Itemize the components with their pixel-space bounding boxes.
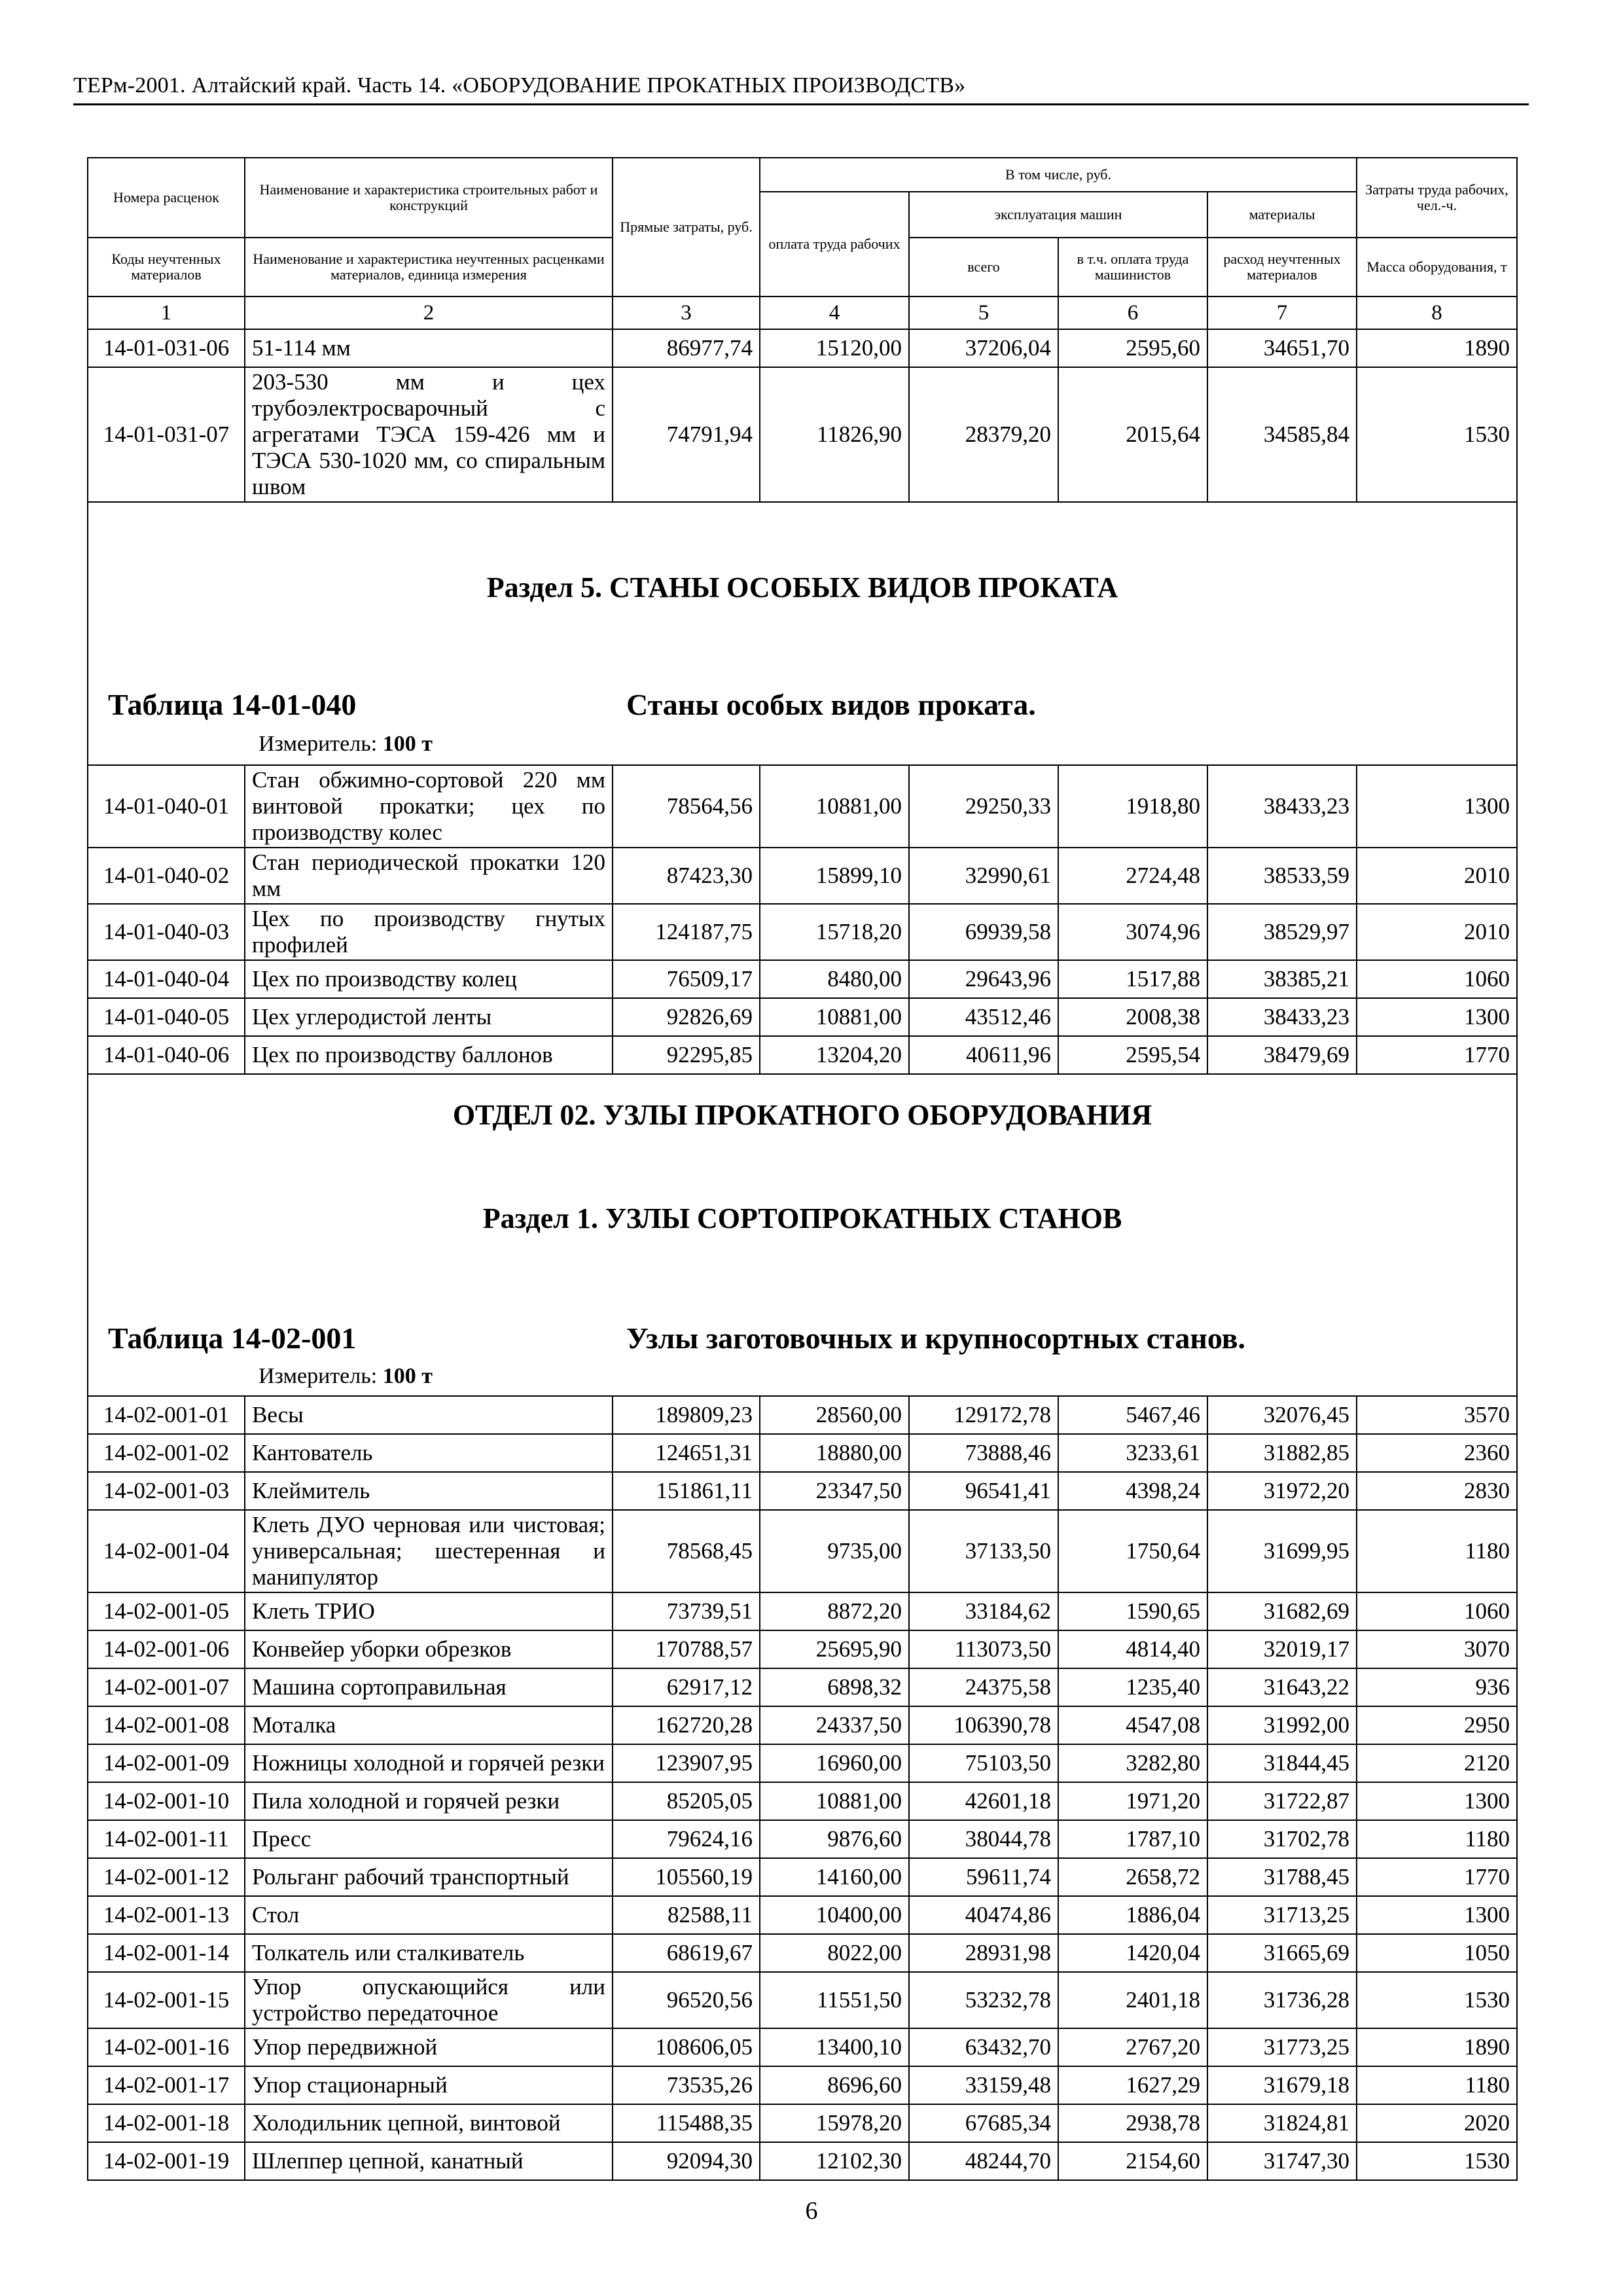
materials-cell: 31665,69 (1207, 1934, 1357, 1972)
machines-total-cell: 28379,20 (909, 367, 1058, 502)
column-numbers-row (88, 296, 1517, 329)
machines-total-cell: 28931,98 (909, 1934, 1058, 1972)
materials-cell: 31643,22 (1207, 1668, 1357, 1706)
col-number: 2 (245, 296, 613, 329)
machinists-pay-cell: 1918,80 (1058, 765, 1207, 848)
machinists-pay-cell: 2767,20 (1058, 2028, 1207, 2066)
labor-pay-cell: 24337,50 (760, 1706, 909, 1744)
rate-name: 51-114 мм (245, 329, 613, 367)
labor-costs-cell: 1530 (1357, 1972, 1517, 2028)
materials-cell: 32019,17 (1207, 1630, 1357, 1668)
machines-total-cell: 40611,96 (909, 1036, 1058, 1074)
materials-cell: 31699,95 (1207, 1510, 1357, 1592)
labor-pay-cell: 9735,00 (760, 1510, 909, 1592)
rate-code: 14-01-031-06 (88, 329, 245, 367)
table-row (88, 1858, 1517, 1896)
rate-code: 14-02-001-14 (88, 1934, 245, 1972)
rate-code: 14-02-001-08 (88, 1706, 245, 1744)
col-materials: материалы (1207, 192, 1357, 238)
direct-costs-cell: 105560,19 (613, 1858, 760, 1896)
machinists-pay-cell: 2154,60 (1058, 2142, 1207, 2180)
table-row (88, 1434, 1517, 1472)
rate-code: 14-02-001-15 (88, 1972, 245, 2028)
labor-costs-cell: 1180 (1357, 1510, 1517, 1592)
table-header (88, 158, 1517, 329)
dept-02-title: ОТДЕЛ 02. УЗЛЫ ПРОКАТНОГО ОБОРУДОВАНИЯ (452, 1099, 1152, 1131)
rate-code: 14-01-040-03 (88, 904, 245, 960)
rate-code: 14-02-001-12 (88, 1858, 245, 1896)
table-row (88, 1630, 1517, 1668)
machines-total-cell: 24375,58 (909, 1668, 1058, 1706)
materials-cell: 31702,78 (1207, 1820, 1357, 1858)
col-number: 5 (909, 296, 1058, 329)
direct-costs-cell: 92295,85 (613, 1036, 760, 1074)
direct-costs-cell: 73535,26 (613, 2066, 760, 2104)
labor-costs-cell: 1180 (1357, 2066, 1517, 2104)
col-number: 7 (1207, 296, 1357, 329)
table-row (88, 765, 1517, 848)
direct-costs-cell: 189809,23 (613, 1396, 760, 1434)
section-5-title: Раздел 5. СТАНЫ ОСОБЫХ ВИДОВ ПРОКАТА (486, 571, 1118, 603)
rate-name: Моталка (245, 1706, 613, 1744)
machinists-pay-cell: 4398,24 (1058, 1472, 1207, 1510)
rate-code: 14-02-001-10 (88, 1782, 245, 1820)
labor-pay-cell: 23347,50 (760, 1472, 909, 1510)
labor-pay-cell: 25695,90 (760, 1630, 909, 1668)
rate-code: 14-01-040-06 (88, 1036, 245, 1074)
rows-top (88, 329, 1517, 502)
table-label: Таблица 14-02-001 (108, 1321, 357, 1355)
labor-costs-cell: 3570 (1357, 1396, 1517, 1434)
machines-total-cell: 73888,46 (909, 1434, 1058, 1472)
machinists-pay-cell: 2008,38 (1058, 998, 1207, 1036)
materials-cell: 31682,69 (1207, 1592, 1357, 1630)
direct-costs-cell: 85205,05 (613, 1782, 760, 1820)
table-row (88, 1472, 1517, 1510)
rate-name: Пресс (245, 1820, 613, 1858)
labor-pay-cell: 10881,00 (760, 998, 909, 1036)
table-row (88, 1744, 1517, 1782)
machinists-pay-cell: 3282,80 (1058, 1744, 1207, 1782)
labor-costs-cell: 1770 (1357, 1858, 1517, 1896)
rate-name: Стан обжимно-сортовой 220 мм винтовой прокатки; цех по производству колес (245, 765, 613, 848)
materials-cell: 31713,25 (1207, 1896, 1357, 1934)
meter-label: Измеритель: (259, 1364, 378, 1388)
rate-name: Конвейер уборки обрезков (245, 1630, 613, 1668)
table-row (88, 960, 1517, 998)
rate-name: Рольганг рабочий транспортный (245, 1858, 613, 1896)
rate-name: Холодильник цепной, винтовой (245, 2104, 613, 2142)
machinists-pay-cell: 4814,40 (1058, 1630, 1207, 1668)
direct-costs-cell: 87423,30 (613, 848, 760, 904)
col-number: 1 (88, 296, 245, 329)
table-row (88, 329, 1517, 367)
direct-costs-cell: 82588,11 (613, 1896, 760, 1934)
rate-code: 14-01-040-05 (88, 998, 245, 1036)
labor-costs-cell: 3070 (1357, 1630, 1517, 1668)
labor-pay-cell: 13400,10 (760, 2028, 909, 2066)
direct-costs-cell: 78564,56 (613, 765, 760, 848)
materials-cell: 38385,21 (1207, 960, 1357, 998)
labor-pay-cell: 28560,00 (760, 1396, 909, 1434)
materials-cell: 32076,45 (1207, 1396, 1357, 1434)
labor-pay-cell: 10881,00 (760, 1782, 909, 1820)
labor-pay-cell: 16960,00 (760, 1744, 909, 1782)
rate-name: 203-530 мм и цех трубоэлектросварочный с агрегатами ТЭСА 159-426 мм и ТЭСА 530-1020 мм, со спиральным швом (245, 367, 613, 502)
labor-pay-cell: 10400,00 (760, 1896, 909, 1934)
machinists-pay-cell: 3233,61 (1058, 1434, 1207, 1472)
direct-costs-cell: 96520,56 (613, 1972, 760, 2028)
machinists-pay-cell: 2015,64 (1058, 367, 1207, 502)
col-number: 4 (760, 296, 909, 329)
col-mat-consumption: расход неучтенных материалов (1207, 238, 1357, 296)
machines-total-cell: 67685,34 (909, 2104, 1058, 2142)
table-row (88, 2104, 1517, 2142)
labor-costs-cell: 1300 (1357, 1782, 1517, 1820)
machines-total-cell: 33159,48 (909, 2066, 1058, 2104)
direct-costs-cell: 68619,67 (613, 1934, 760, 1972)
rate-code: 14-02-001-17 (88, 2066, 245, 2104)
meter-value: 100 т (382, 1364, 433, 1388)
col-number: 6 (1058, 296, 1207, 329)
machines-total-cell: 129172,78 (909, 1396, 1058, 1434)
table-row (88, 1510, 1517, 1592)
materials-cell: 38533,59 (1207, 848, 1357, 904)
machines-total-cell: 29643,96 (909, 960, 1058, 998)
dept-02-heading-cell (88, 1074, 1517, 1396)
col-machines: эксплуатация машин (909, 192, 1207, 238)
machines-total-cell: 37206,04 (909, 329, 1058, 367)
col-labor-pay: оплата труда рабочих (760, 192, 909, 296)
rate-code: 14-01-040-04 (88, 960, 245, 998)
materials-cell: 38529,97 (1207, 904, 1357, 960)
table-14-01-040-heading (88, 687, 1516, 724)
labor-costs-cell: 1770 (1357, 1036, 1517, 1074)
col-machines-total: всего (909, 238, 1058, 296)
labor-pay-cell: 10881,00 (760, 765, 909, 848)
labor-costs-cell: 2020 (1357, 2104, 1517, 2142)
col-labor-costs: Затраты труда рабочих, чел.-ч. (1357, 158, 1517, 238)
direct-costs-cell: 115488,35 (613, 2104, 760, 2142)
rate-name: Клеймитель (245, 1472, 613, 1510)
direct-costs-cell: 124651,31 (613, 1434, 760, 1472)
labor-pay-cell: 11826,90 (760, 367, 909, 502)
table-row (88, 904, 1517, 960)
col-mat-codes: Коды неучтенных материалов (88, 238, 245, 296)
machines-total-cell: 63432,70 (909, 2028, 1058, 2066)
labor-pay-cell: 6898,32 (760, 1668, 909, 1706)
machines-total-cell: 106390,78 (909, 1706, 1058, 1744)
table-row (88, 1820, 1517, 1858)
labor-pay-cell: 14160,00 (760, 1858, 909, 1896)
table-row (88, 1592, 1517, 1630)
machinists-pay-cell: 1971,20 (1058, 1782, 1207, 1820)
meter (88, 732, 1516, 761)
machinists-pay-cell: 2938,78 (1058, 2104, 1207, 2142)
machinists-pay-cell: 1787,10 (1058, 1820, 1207, 1858)
machines-total-cell: 113073,50 (909, 1630, 1058, 1668)
rate-code: 14-02-001-04 (88, 1510, 245, 1592)
labor-costs-cell: 1300 (1357, 998, 1517, 1036)
machines-total-cell: 69939,58 (909, 904, 1058, 960)
rate-name: Пила холодной и горячей резки (245, 1782, 613, 1820)
meter-label: Измеритель: (259, 732, 378, 756)
machinists-pay-cell: 1235,40 (1058, 1668, 1207, 1706)
direct-costs-cell: 92094,30 (613, 2142, 760, 2180)
machinists-pay-cell: 4547,08 (1058, 1706, 1207, 1744)
machinists-pay-cell: 1517,88 (1058, 960, 1207, 998)
rate-name: Цех углеродистой ленты (245, 998, 613, 1036)
labor-costs-cell: 936 (1357, 1668, 1517, 1706)
rate-code: 14-02-001-11 (88, 1820, 245, 1858)
rate-name: Стол (245, 1896, 613, 1934)
table-row (88, 1972, 1517, 2028)
materials-cell: 31992,00 (1207, 1706, 1357, 1744)
labor-costs-cell: 1530 (1357, 367, 1517, 502)
machines-total-cell: 29250,33 (909, 765, 1058, 848)
rate-name: Клеть ТРИО (245, 1592, 613, 1630)
labor-costs-cell: 1050 (1357, 1934, 1517, 1972)
rate-name: Цех по производству гнутых профилей (245, 904, 613, 960)
col-rates-no: Номера расценок (88, 158, 245, 238)
table-label: Таблица 14-01-040 (108, 688, 357, 721)
rate-name: Цех по производству баллонов (245, 1036, 613, 1074)
materials-cell: 38433,23 (1207, 765, 1357, 848)
rate-name: Клеть ДУО черновая или чистовая; универсальная; шестеренная и манипулятор (245, 1510, 613, 1592)
materials-cell: 34585,84 (1207, 367, 1357, 502)
table-row (88, 1668, 1517, 1706)
col-incl-machinists: в т.ч. оплата труда машинистов (1058, 238, 1207, 296)
rate-name: Кантователь (245, 1434, 613, 1472)
labor-pay-cell: 8696,60 (760, 2066, 909, 2104)
direct-costs-cell: 92826,69 (613, 998, 760, 1036)
machines-total-cell: 37133,50 (909, 1510, 1058, 1592)
col-equip-mass: Масса оборудования, т (1357, 238, 1517, 296)
labor-costs-cell: 1890 (1357, 329, 1517, 367)
machinists-pay-cell: 1420,04 (1058, 1934, 1207, 1972)
labor-pay-cell: 15120,00 (760, 329, 909, 367)
materials-cell: 31747,30 (1207, 2142, 1357, 2180)
machinists-pay-cell: 2401,18 (1058, 1972, 1207, 2028)
rate-name: Цех по производству колец (245, 960, 613, 998)
direct-costs-cell: 73739,51 (613, 1592, 760, 1630)
machinists-pay-cell: 1750,64 (1058, 1510, 1207, 1592)
labor-pay-cell: 12102,30 (760, 2142, 909, 2180)
materials-cell: 31824,81 (1207, 2104, 1357, 2142)
rows-14-02-001 (88, 1396, 1517, 2180)
rate-code: 14-02-001-18 (88, 2104, 245, 2142)
direct-costs-cell: 170788,57 (613, 1630, 760, 1668)
machines-total-cell: 48244,70 (909, 2142, 1058, 2180)
machinists-pay-cell: 5467,46 (1058, 1396, 1207, 1434)
machines-total-cell: 96541,41 (909, 1472, 1058, 1510)
labor-costs-cell: 2360 (1357, 1434, 1517, 1472)
rate-code: 14-02-001-07 (88, 1668, 245, 1706)
materials-cell: 31882,85 (1207, 1434, 1357, 1472)
rate-code: 14-02-001-03 (88, 1472, 245, 1510)
machines-total-cell: 43512,46 (909, 998, 1058, 1036)
table-row (88, 1706, 1517, 1744)
rate-code: 14-01-031-07 (88, 367, 245, 502)
rate-code: 14-02-001-06 (88, 1630, 245, 1668)
labor-pay-cell: 8480,00 (760, 960, 909, 998)
rates-table (87, 157, 1518, 2181)
table-row (88, 848, 1517, 904)
direct-costs-cell: 78568,45 (613, 1510, 760, 1592)
table-row (88, 2028, 1517, 2066)
rate-code: 14-01-040-01 (88, 765, 245, 848)
labor-costs-cell: 1300 (1357, 765, 1517, 848)
rate-name: Ножницы холодной и горячей резки (245, 1744, 613, 1782)
rate-name: Толкатель или сталкиватель (245, 1934, 613, 1972)
col-number: 3 (613, 296, 760, 329)
labor-costs-cell: 2010 (1357, 904, 1517, 960)
labor-costs-cell: 2010 (1357, 848, 1517, 904)
machines-total-cell: 38044,78 (909, 1820, 1058, 1858)
dept-02-section-title: Раздел 1. УЗЛЫ СОРТОПРОКАТНЫХ СТАНОВ (482, 1202, 1122, 1234)
rows-14-01-040 (88, 765, 1517, 1074)
direct-costs-cell: 108606,05 (613, 2028, 760, 2066)
rate-name: Упор передвижной (245, 2028, 613, 2066)
section-5 (88, 502, 1517, 765)
rate-code: 14-02-001-05 (88, 1592, 245, 1630)
table-row (88, 998, 1517, 1036)
meter-value: 100 т (382, 732, 433, 756)
section-5-heading-cell (88, 502, 1517, 765)
rate-name: Машина сортоправильная (245, 1668, 613, 1706)
direct-costs-cell: 151861,11 (613, 1472, 760, 1510)
rate-code: 14-02-001-13 (88, 1896, 245, 1934)
materials-cell: 31844,45 (1207, 1744, 1357, 1782)
labor-costs-cell: 1180 (1357, 1820, 1517, 1858)
rate-name: Стан периодической прокатки 120 мм (245, 848, 613, 904)
machinists-pay-cell: 2595,60 (1058, 329, 1207, 367)
materials-cell: 31773,25 (1207, 2028, 1357, 2066)
page-header: ТЕРм-2001. Алтайский край. Часть 14. «ОБОРУДОВАНИЕ ПРОКАТНЫХ ПРОИЗВОДСТВ» (73, 73, 1529, 105)
table-row (88, 1782, 1517, 1820)
table-row (88, 367, 1517, 502)
direct-costs-cell: 76509,17 (613, 960, 760, 998)
col-direct-costs: Прямые затраты, руб. (613, 158, 760, 296)
direct-costs-cell: 124187,75 (613, 904, 760, 960)
rate-name: Упор стационарный (245, 2066, 613, 2104)
page-number: 6 (805, 2197, 818, 2225)
machines-total-cell: 33184,62 (909, 1592, 1058, 1630)
table-title: Станы особых видов проката. (626, 688, 1036, 721)
machinists-pay-cell: 1627,29 (1058, 2066, 1207, 2104)
rate-code: 14-02-001-01 (88, 1396, 245, 1434)
materials-cell: 31679,18 (1207, 2066, 1357, 2104)
materials-cell: 31972,20 (1207, 1472, 1357, 1510)
labor-costs-cell: 2120 (1357, 1744, 1517, 1782)
table-row (88, 1396, 1517, 1434)
materials-cell: 34651,70 (1207, 329, 1357, 367)
col-number: 8 (1357, 296, 1517, 329)
rate-name: Шлеппер цепной, канатный (245, 2142, 613, 2180)
labor-costs-cell: 1060 (1357, 1592, 1517, 1630)
labor-costs-cell: 2830 (1357, 1472, 1517, 1510)
col-mat-names: Наименование и характеристика неучтенных расценками материалов, единица измерения (245, 238, 613, 296)
machines-total-cell: 32990,61 (909, 848, 1058, 904)
labor-pay-cell: 15899,10 (760, 848, 909, 904)
rate-name: Упор опускающийся или устройство передаточное (245, 1972, 613, 2028)
table-row (88, 2066, 1517, 2104)
col-work-name: Наименование и характеристика строительных работ и конструкций (245, 158, 613, 238)
machinists-pay-cell: 2595,54 (1058, 1036, 1207, 1074)
labor-pay-cell: 8872,20 (760, 1592, 909, 1630)
labor-costs-cell: 1890 (1357, 2028, 1517, 2066)
labor-costs-cell: 1530 (1357, 2142, 1517, 2180)
labor-pay-cell: 15718,20 (760, 904, 909, 960)
machinists-pay-cell: 3074,96 (1058, 904, 1207, 960)
table-14-02-001-heading (88, 1321, 1516, 1357)
direct-costs-cell: 86977,74 (613, 329, 760, 367)
materials-cell: 31736,28 (1207, 1972, 1357, 2028)
table-row (88, 1896, 1517, 1934)
machines-total-cell: 42601,18 (909, 1782, 1058, 1820)
machines-total-cell: 59611,74 (909, 1858, 1058, 1896)
machinists-pay-cell: 1886,04 (1058, 1896, 1207, 1934)
direct-costs-cell: 74791,94 (613, 367, 760, 502)
labor-pay-cell: 8022,00 (760, 1934, 909, 1972)
table-row (88, 2142, 1517, 2180)
rate-code: 14-02-001-19 (88, 2142, 245, 2180)
labor-costs-cell: 2950 (1357, 1706, 1517, 1744)
col-including: В том числе, руб. (760, 158, 1357, 192)
rate-name: Весы (245, 1396, 613, 1434)
materials-cell: 31722,87 (1207, 1782, 1357, 1820)
labor-pay-cell: 13204,20 (760, 1036, 909, 1074)
labor-pay-cell: 15978,20 (760, 2104, 909, 2142)
rate-code: 14-02-001-16 (88, 2028, 245, 2066)
meter (88, 1364, 1516, 1393)
machines-total-cell: 40474,86 (909, 1896, 1058, 1934)
materials-cell: 31788,45 (1207, 1858, 1357, 1896)
machinists-pay-cell: 1590,65 (1058, 1592, 1207, 1630)
machinists-pay-cell: 2658,72 (1058, 1858, 1207, 1896)
machines-total-cell: 53232,78 (909, 1972, 1058, 2028)
rate-code: 14-02-001-02 (88, 1434, 245, 1472)
rate-code: 14-01-040-02 (88, 848, 245, 904)
direct-costs-cell: 79624,16 (613, 1820, 760, 1858)
table-title: Узлы заготовочных и крупносортных станов. (626, 1321, 1246, 1355)
materials-cell: 38479,69 (1207, 1036, 1357, 1074)
machines-total-cell: 75103,50 (909, 1744, 1058, 1782)
rates-document (87, 157, 1516, 2181)
direct-costs-cell: 162720,28 (613, 1706, 760, 1744)
materials-cell: 38433,23 (1207, 998, 1357, 1036)
labor-costs-cell: 1060 (1357, 960, 1517, 998)
labor-costs-cell: 1300 (1357, 1896, 1517, 1934)
rate-code: 14-02-001-09 (88, 1744, 245, 1782)
table-row (88, 1036, 1517, 1074)
direct-costs-cell: 62917,12 (613, 1668, 760, 1706)
labor-pay-cell: 9876,60 (760, 1820, 909, 1858)
machinists-pay-cell: 2724,48 (1058, 848, 1207, 904)
dept-02 (88, 1074, 1517, 1396)
labor-pay-cell: 11551,50 (760, 1972, 909, 2028)
direct-costs-cell: 123907,95 (613, 1744, 760, 1782)
labor-pay-cell: 18880,00 (760, 1434, 909, 1472)
table-row (88, 1934, 1517, 1972)
